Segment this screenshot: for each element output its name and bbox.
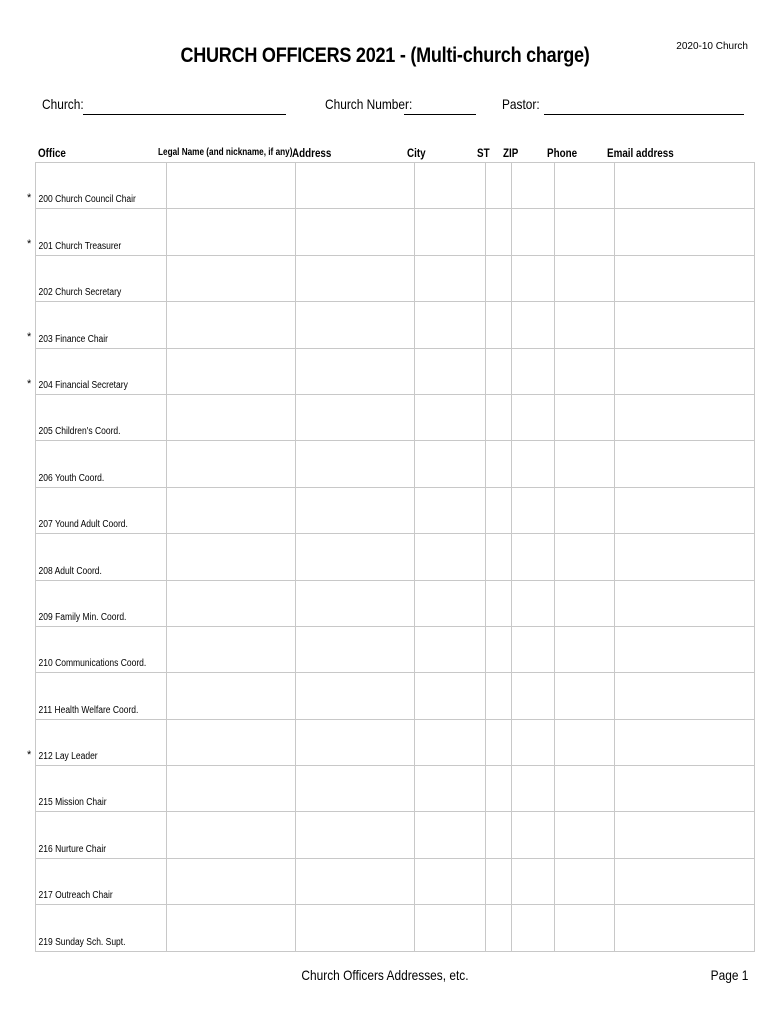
address-cell[interactable]: [295, 487, 414, 533]
st-cell[interactable]: [485, 534, 511, 580]
address-cell[interactable]: [295, 441, 414, 487]
email-cell[interactable]: [614, 766, 754, 812]
table-row: [36, 255, 755, 301]
office-cell: [27, 302, 167, 348]
table-row: [36, 302, 755, 348]
legal-name-cell[interactable]: [166, 580, 295, 626]
zip-cell[interactable]: [511, 394, 554, 440]
table-row: [36, 209, 755, 255]
zip-cell[interactable]: [511, 302, 554, 348]
pastor-label: Pastor:: [502, 96, 540, 112]
st-cell[interactable]: [485, 580, 511, 626]
church-label: Church:: [42, 96, 84, 112]
office-cell: [36, 766, 167, 812]
office-cell: [36, 626, 167, 672]
phone-cell[interactable]: [554, 163, 614, 209]
legal-name-cell[interactable]: [166, 766, 295, 812]
legal-name-cell[interactable]: [166, 812, 295, 858]
phone-cell[interactable]: [554, 580, 614, 626]
phone-cell[interactable]: [554, 348, 614, 394]
phone-cell[interactable]: [554, 673, 614, 719]
church-number-label: Church Number:: [325, 96, 413, 112]
st-cell[interactable]: [485, 673, 511, 719]
column-header-office: Office: [38, 146, 66, 160]
city-cell[interactable]: [414, 302, 485, 348]
st-cell[interactable]: [485, 348, 511, 394]
table-row: [36, 673, 755, 719]
zip-cell[interactable]: [511, 441, 554, 487]
email-cell[interactable]: [614, 858, 754, 904]
legal-name-cell[interactable]: [166, 163, 295, 209]
email-cell[interactable]: [614, 255, 754, 301]
zip-cell[interactable]: [511, 719, 554, 765]
address-cell[interactable]: [295, 812, 414, 858]
st-cell[interactable]: [485, 302, 511, 348]
email-cell[interactable]: [614, 580, 754, 626]
table-row: [36, 719, 755, 765]
office-label: 211 Health Welfare Coord.: [38, 704, 139, 716]
phone-cell[interactable]: [554, 905, 614, 951]
table-row: [36, 812, 755, 858]
zip-cell[interactable]: [511, 163, 554, 209]
pastor-field[interactable]: [544, 114, 744, 115]
legal-name-cell[interactable]: [166, 626, 295, 672]
address-cell[interactable]: [295, 534, 414, 580]
phone-cell[interactable]: [554, 255, 614, 301]
office-label: 201 Church Treasurer: [38, 240, 122, 252]
legal-name-cell[interactable]: [166, 209, 295, 255]
required-marker: *: [27, 192, 32, 204]
office-cell: [27, 163, 167, 209]
phone-cell[interactable]: [554, 626, 614, 672]
city-cell[interactable]: [414, 580, 485, 626]
city-cell[interactable]: [414, 487, 485, 533]
office-label: 209 Family Min. Coord.: [38, 611, 127, 623]
legal-name-cell[interactable]: [166, 673, 295, 719]
address-cell[interactable]: [295, 302, 414, 348]
legal-name-cell[interactable]: [166, 348, 295, 394]
city-cell[interactable]: [414, 255, 485, 301]
office-cell: [36, 580, 167, 626]
office-cell: [36, 858, 167, 904]
email-cell[interactable]: [614, 719, 754, 765]
address-cell[interactable]: [295, 394, 414, 440]
st-cell[interactable]: [485, 905, 511, 951]
office-cell: [36, 812, 167, 858]
email-cell[interactable]: [614, 812, 754, 858]
email-cell[interactable]: [614, 394, 754, 440]
zip-cell[interactable]: [511, 812, 554, 858]
phone-cell[interactable]: [554, 766, 614, 812]
column-header-phone: Phone: [547, 146, 578, 160]
column-header-legal-name: Legal Name (and nickname, if any): [158, 147, 293, 158]
address-cell[interactable]: [295, 719, 414, 765]
column-header-st: ST: [477, 146, 490, 160]
email-cell[interactable]: [614, 487, 754, 533]
st-cell[interactable]: [485, 858, 511, 904]
st-cell[interactable]: [485, 255, 511, 301]
legal-name-cell[interactable]: [166, 255, 295, 301]
address-cell[interactable]: [295, 348, 414, 394]
phone-cell[interactable]: [554, 441, 614, 487]
church-number-field[interactable]: [404, 114, 476, 115]
email-cell[interactable]: [614, 163, 754, 209]
email-cell[interactable]: [614, 441, 754, 487]
city-cell[interactable]: [414, 812, 485, 858]
zip-cell[interactable]: [511, 209, 554, 255]
city-cell[interactable]: [414, 348, 485, 394]
church-field[interactable]: [83, 114, 286, 115]
city-cell[interactable]: [414, 441, 485, 487]
column-header-email: Email address: [607, 146, 674, 160]
office-cell: [27, 719, 167, 765]
legal-name-cell[interactable]: [166, 302, 295, 348]
table-row: [36, 394, 755, 440]
address-cell[interactable]: [295, 580, 414, 626]
address-cell[interactable]: [295, 163, 414, 209]
zip-cell[interactable]: [511, 626, 554, 672]
column-header-city: City: [407, 146, 426, 160]
office-cell: [36, 394, 167, 440]
email-cell[interactable]: [614, 905, 754, 951]
email-cell[interactable]: [614, 626, 754, 672]
zip-cell[interactable]: [511, 487, 554, 533]
st-cell[interactable]: [485, 719, 511, 765]
st-cell[interactable]: [485, 812, 511, 858]
office-label: 200 Church Council Chair: [38, 194, 136, 206]
email-cell[interactable]: [614, 534, 754, 580]
office-label: 219 Sunday Sch. Supt.: [38, 936, 126, 948]
st-cell[interactable]: [485, 487, 511, 533]
page-number: Page 1: [710, 967, 748, 983]
office-label: 208 Adult Coord.: [38, 565, 102, 577]
phone-cell[interactable]: [554, 719, 614, 765]
office-label: 212 Lay Leader: [38, 751, 98, 763]
form-version-note: 2020-10 Church: [676, 41, 748, 52]
office-cell: [27, 209, 167, 255]
city-cell[interactable]: [414, 673, 485, 719]
city-cell[interactable]: [414, 163, 485, 209]
city-cell[interactable]: [414, 209, 485, 255]
st-cell[interactable]: [485, 441, 511, 487]
legal-name-cell[interactable]: [166, 719, 295, 765]
legal-name-cell[interactable]: [166, 534, 295, 580]
zip-cell[interactable]: [511, 766, 554, 812]
legal-name-cell[interactable]: [166, 441, 295, 487]
zip-cell[interactable]: [511, 905, 554, 951]
footer-text: Church Officers Addresses, etc.: [301, 967, 469, 983]
table-row: [36, 534, 755, 580]
required-marker: *: [27, 331, 32, 344]
city-cell[interactable]: [414, 905, 485, 951]
st-cell[interactable]: [485, 626, 511, 672]
phone-cell[interactable]: [554, 394, 614, 440]
column-header-zip: ZIP: [503, 146, 519, 160]
zip-cell[interactable]: [511, 534, 554, 580]
zip-cell[interactable]: [511, 255, 554, 301]
phone-cell[interactable]: [554, 812, 614, 858]
email-cell[interactable]: [614, 209, 754, 255]
city-cell[interactable]: [414, 626, 485, 672]
phone-cell[interactable]: [554, 534, 614, 580]
office-label: 204 Financial Secretary: [38, 379, 128, 391]
phone-cell[interactable]: [554, 209, 614, 255]
officers-table: [27, 162, 755, 952]
address-cell[interactable]: [295, 673, 414, 719]
zip-cell[interactable]: [511, 858, 554, 904]
office-cell: [36, 487, 167, 533]
legal-name-cell[interactable]: [166, 394, 295, 440]
email-cell[interactable]: [614, 302, 754, 348]
office-cell: [36, 441, 167, 487]
required-marker: *: [27, 748, 32, 761]
email-cell[interactable]: [614, 673, 754, 719]
city-cell[interactable]: [414, 766, 485, 812]
table-row: [36, 766, 755, 812]
address-cell[interactable]: [295, 858, 414, 904]
zip-cell[interactable]: [511, 348, 554, 394]
legal-name-cell[interactable]: [166, 905, 295, 951]
office-label: 203 Finance Chair: [38, 333, 109, 345]
address-cell[interactable]: [295, 766, 414, 812]
required-marker: *: [27, 238, 32, 251]
legal-name-cell[interactable]: [166, 858, 295, 904]
st-cell[interactable]: [485, 394, 511, 440]
city-cell[interactable]: [414, 858, 485, 904]
office-label: 210 Communications Coord.: [38, 658, 147, 670]
phone-cell[interactable]: [554, 302, 614, 348]
office-label: 202 Church Secretary: [38, 287, 122, 299]
city-cell[interactable]: [414, 534, 485, 580]
table-row: [36, 580, 755, 626]
office-label: 206 Youth Coord.: [38, 472, 105, 484]
table-row: [36, 626, 755, 672]
phone-cell[interactable]: [554, 487, 614, 533]
phone-cell[interactable]: [554, 858, 614, 904]
zip-cell[interactable]: [511, 673, 554, 719]
required-marker: *: [27, 377, 32, 390]
email-cell[interactable]: [614, 348, 754, 394]
office-cell: [36, 255, 167, 301]
page-title: CHURCH OFFICERS 2021 - (Multi-church charge): [180, 44, 590, 67]
table-row: [36, 441, 755, 487]
st-cell[interactable]: [485, 209, 511, 255]
zip-cell[interactable]: [511, 580, 554, 626]
office-cell: [27, 348, 167, 394]
office-label: 205 Children's Coord.: [38, 426, 121, 438]
table-row: [36, 905, 755, 951]
office-label: 207 Yound Adult Coord.: [38, 519, 128, 531]
city-cell[interactable]: [414, 719, 485, 765]
st-cell[interactable]: [485, 163, 511, 209]
table-row: [36, 163, 755, 209]
table-row: [36, 487, 755, 533]
office-cell: [36, 905, 167, 951]
address-cell[interactable]: [295, 209, 414, 255]
address-cell[interactable]: [295, 905, 414, 951]
office-cell: [36, 673, 167, 719]
city-cell[interactable]: [414, 394, 485, 440]
office-label: 215 Mission Chair: [38, 797, 107, 809]
column-header-address: Address: [292, 146, 332, 160]
address-cell[interactable]: [295, 255, 414, 301]
st-cell[interactable]: [485, 766, 511, 812]
office-cell: [36, 534, 167, 580]
table-row: [36, 348, 755, 394]
table-row: [36, 858, 755, 904]
office-label: 217 Outreach Chair: [38, 890, 113, 902]
legal-name-cell[interactable]: [166, 487, 295, 533]
office-label: 216 Nurture Chair: [38, 843, 107, 855]
address-cell[interactable]: [295, 626, 414, 672]
